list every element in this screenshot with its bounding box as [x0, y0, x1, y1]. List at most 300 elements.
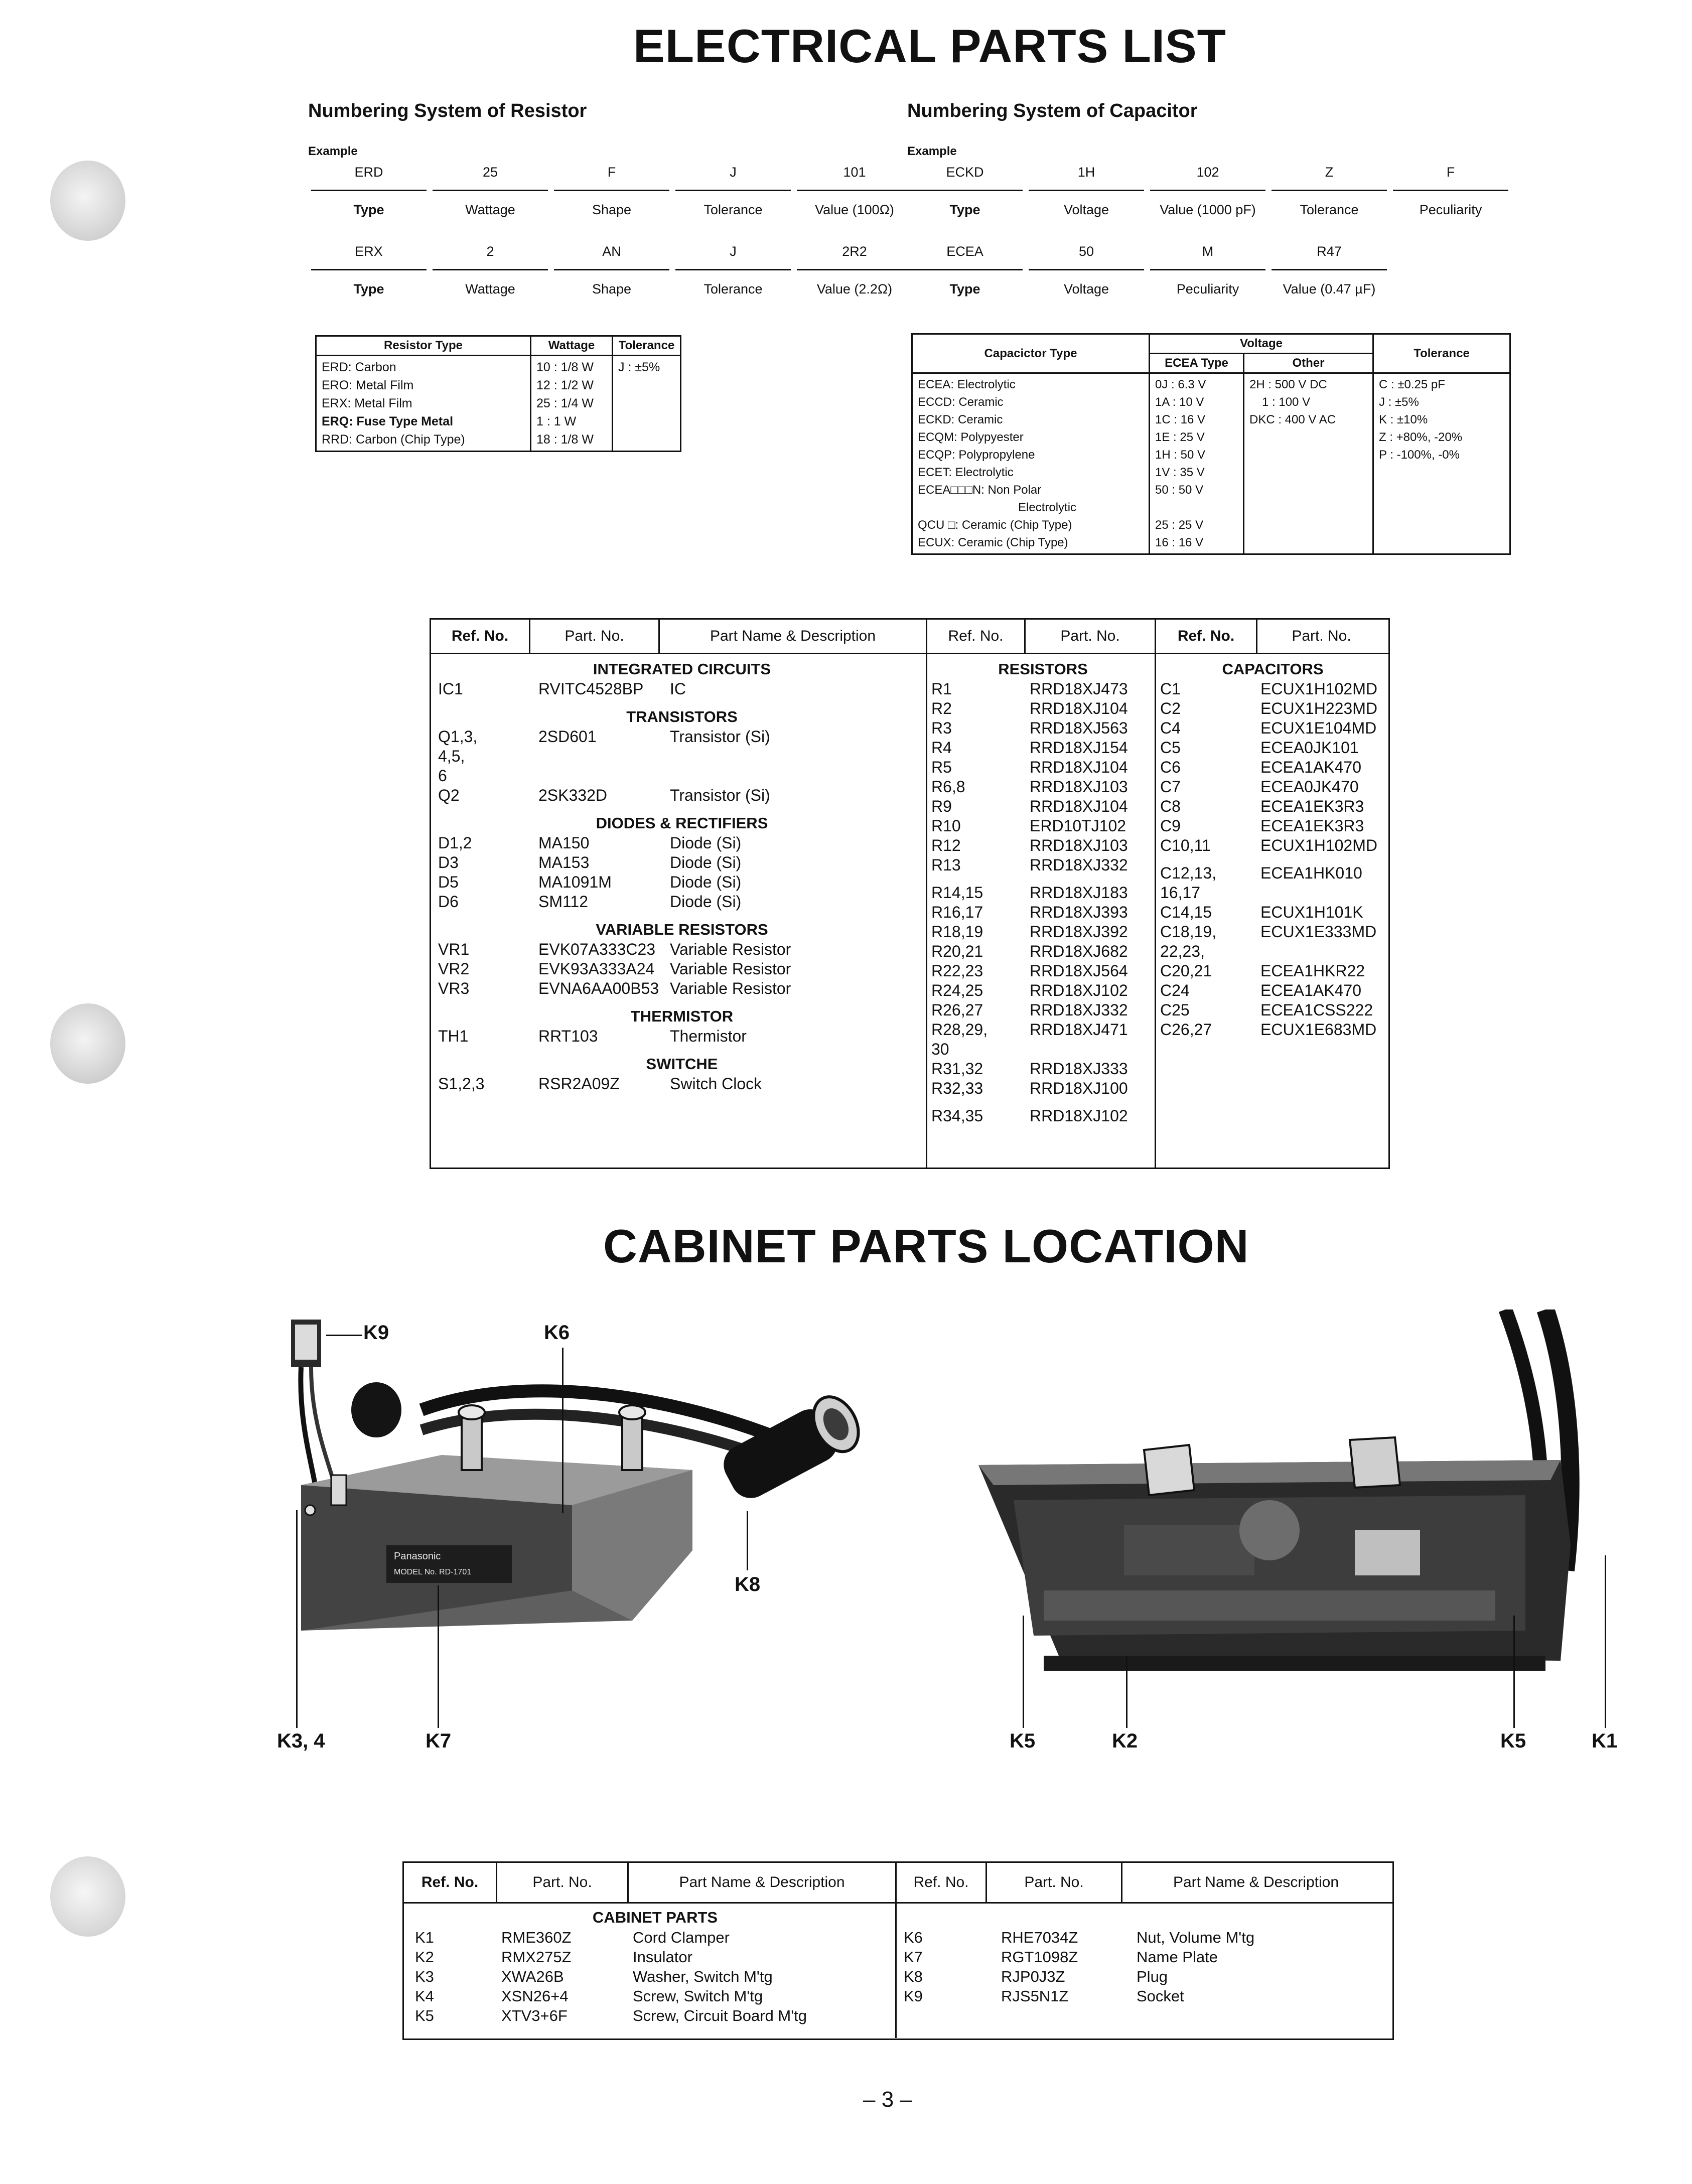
part-description [670, 766, 921, 786]
leader-line-k1 [1605, 1555, 1606, 1728]
resistor-code-desc: Tolerance [703, 202, 763, 217]
other-voltage-cell [1244, 373, 1373, 554]
capacitor-code-desc: Peculiarity [1419, 202, 1482, 217]
resistor-code-desc: Type [353, 281, 384, 297]
capacitor-type: ECCD: Ceramic [918, 395, 1004, 409]
table-row [931, 758, 1155, 777]
table-row [1160, 961, 1385, 981]
resistor-code: ERX [311, 244, 427, 270]
capacitor-type-cell [912, 373, 1150, 554]
part-description: Variable Resistor [670, 960, 791, 978]
table-row [931, 922, 1155, 942]
capacitor-code: Z [1272, 165, 1387, 191]
ecea-voltage: 25 : 25 V [1155, 518, 1204, 532]
capacitor-type: ECKD: Ceramic [918, 413, 1003, 426]
column-header: Capacictor Type [912, 334, 1150, 373]
ref-no: VR1 [438, 940, 470, 958]
column-header: Part. No. [987, 1863, 1122, 1902]
column-header: Part. No. [497, 1863, 629, 1902]
capacitor-type: QCU □: Ceramic (Chip Type) [918, 518, 1072, 532]
table-body [431, 654, 1388, 1168]
table-row [931, 903, 1155, 922]
capacitor-code: ECEA [907, 244, 1023, 270]
resistor-example-label: Example [308, 144, 358, 158]
column-header: Ref. No. [404, 1863, 497, 1902]
ref-no: R10 [931, 817, 961, 835]
ref-no: C14,15 [1160, 903, 1212, 921]
wattage: 1 : 1 W [536, 414, 577, 428]
part-no: RRD18XJ393 [1030, 903, 1128, 921]
capacitor-code-desc: Value (0.47 µF) [1283, 281, 1376, 297]
table-row [1160, 1020, 1385, 1040]
table-row [1160, 816, 1385, 836]
leader-line-k3-4 [296, 1510, 298, 1728]
table-row [931, 836, 1155, 855]
ref-no: VR2 [438, 960, 470, 978]
callout-k5-left: K5 [1010, 1730, 1036, 1752]
part-description: Variable Resistor [670, 940, 791, 958]
ref-no: D1,2 [438, 834, 472, 852]
capacitor-code: 1H [1029, 165, 1144, 191]
part-no: MA150 [538, 834, 590, 852]
binder-hole-middle [50, 1003, 125, 1084]
part-no: 2SD601 [538, 727, 597, 746]
page-title: ELECTRICAL PARTS LIST [633, 20, 1227, 72]
part-no: RRD18XJ473 [1030, 680, 1128, 698]
table-row [415, 1967, 895, 1986]
part-description: Diode (Si) [670, 834, 742, 852]
ref-no: 16,17 [1160, 884, 1201, 902]
ref-no: R34,35 [931, 1107, 983, 1125]
leader-line-k6 [562, 1348, 563, 1513]
ref-no: Q1,3, [438, 727, 478, 746]
cabinet-section-title: CABINET PARTS LOCATION [603, 1220, 1249, 1272]
capacitor-code-desc: Tolerance [1300, 202, 1359, 217]
resistor-code-desc: Wattage [465, 281, 515, 297]
ref-no: D5 [438, 873, 459, 891]
resistor-code: 2 [433, 244, 548, 270]
resistor-code-desc: Value (2.2Ω) [816, 281, 893, 297]
table-row [438, 1027, 926, 1046]
table-row [931, 699, 1155, 718]
ref-no: K2 [415, 1948, 434, 1966]
ref-no: C7 [1160, 778, 1181, 796]
part-no: ECEA1AK470 [1260, 981, 1362, 999]
part-no: EVK93A333A24 [538, 960, 655, 978]
ref-no: 4,5, [438, 747, 465, 765]
part-description: Transistor (Si) [670, 786, 770, 804]
ref-no: R6,8 [931, 778, 965, 796]
capacitor-numbering-heading: Numbering System of Capacitor [907, 100, 1198, 121]
ref-no: K7 [904, 1948, 923, 1966]
part-no: RME360Z [501, 1929, 572, 1946]
part-description: Diode (Si) [670, 893, 742, 911]
part-description: Name Plate [1137, 1948, 1218, 1966]
part-no: RRD18XJ104 [1030, 797, 1128, 815]
capacitor-example-label: Example [907, 144, 957, 158]
part-description: Thermistor [670, 1027, 747, 1045]
resistor-type: ERO: Metal Film [322, 378, 414, 392]
table-row [415, 1928, 895, 1947]
part-no: RRD18XJ154 [1030, 739, 1128, 757]
part-description: Transistor (Si) [670, 727, 770, 746]
part-no: RJS5N1Z [1001, 1987, 1069, 2005]
ref-no: R5 [931, 758, 952, 776]
ecea-voltage: 1E : 25 V [1155, 430, 1205, 444]
other-voltage: DKC : 400 V AC [1249, 413, 1336, 426]
part-no [1260, 883, 1385, 903]
part-description: Switch Clock [670, 1075, 762, 1093]
part-no: XSN26+4 [501, 1987, 569, 2005]
capacitor-type: Electrolytic [1018, 501, 1077, 514]
part-no: ERD10TJ102 [1030, 817, 1126, 835]
ref-no: R20,21 [931, 942, 983, 960]
table-header [404, 1863, 1392, 1904]
table-row [931, 777, 1155, 797]
parts-column-capacitors [1156, 654, 1385, 1168]
table-row [931, 1020, 1155, 1040]
resistor-type: ERQ: Fuse Type Metal [322, 414, 454, 428]
column-header: Tolerance [613, 336, 681, 356]
table-row [931, 981, 1155, 1000]
table-row [438, 872, 926, 892]
column-header: Part. No. [1026, 620, 1156, 653]
table-row [1160, 1000, 1385, 1020]
resistor-code: J [675, 165, 791, 191]
capacitor-tolerance: K : ±10% [1379, 413, 1428, 426]
resistor-code-desc: Tolerance [703, 281, 763, 297]
part-description: IC [670, 680, 686, 698]
part-description: Washer, Switch M'tg [633, 1968, 773, 1985]
ecea-voltage: 1H : 50 V [1155, 448, 1206, 462]
part-description: Diode (Si) [670, 873, 742, 891]
part-no: EVK07A333C23 [538, 940, 656, 958]
ref-no: K5 [415, 2007, 434, 2024]
ecea-voltage: 50 : 50 V [1155, 483, 1204, 497]
table-row [415, 2006, 895, 2025]
ref-no: R3 [931, 719, 952, 737]
section-heading: INTEGRATED CIRCUITS [593, 660, 771, 678]
capacitor-code: 50 [1029, 244, 1144, 270]
resistor-type-cell [316, 356, 531, 452]
resistor-type: RRD: Carbon (Chip Type) [322, 432, 465, 447]
part-no: RRD18XJ103 [1030, 836, 1128, 854]
ref-no: R26,27 [931, 1001, 983, 1019]
resistor-code-desc: Shape [592, 202, 632, 217]
part-no: RRD18XJ102 [1030, 1107, 1128, 1125]
callout-k7: K7 [426, 1730, 452, 1752]
capacitor-type: ECET: Electrolytic [918, 466, 1014, 479]
table-row [438, 979, 926, 998]
resistor-code: 2R2 [797, 244, 912, 270]
part-no: 2SK332D [538, 786, 607, 804]
binder-hole-bottom [50, 1856, 125, 1937]
column-header: Ref. No. [897, 1863, 987, 1902]
leader-line-k2 [1126, 1656, 1127, 1728]
column-header: Part Name & Description [1173, 1874, 1339, 1890]
page-number: – 3 – [863, 2087, 912, 2112]
table-row [438, 679, 926, 699]
ref-no: C4 [1160, 719, 1181, 737]
column-header: Other [1244, 354, 1373, 373]
table-row [438, 766, 926, 786]
table-row [904, 1947, 1389, 1967]
section-heading: DIODES & RECTIFIERS [596, 814, 768, 832]
resistor-type: ERD: Carbon [322, 360, 396, 374]
part-no [1030, 1040, 1155, 1059]
table-row [1160, 758, 1385, 777]
table-row [415, 1947, 895, 1967]
resistor-code-desc: Value (100Ω) [815, 202, 894, 217]
column-header: Part Name & Description [660, 620, 927, 653]
part-description [670, 747, 921, 766]
capacitor-code-desc: Type [949, 202, 980, 217]
part-no [538, 766, 670, 786]
parts-column-resistors [927, 654, 1156, 1168]
ecea-voltage-cell [1150, 373, 1244, 554]
part-no: RJP0J3Z [1001, 1968, 1065, 1985]
table-row [931, 1079, 1155, 1098]
ref-no: R1 [931, 680, 952, 698]
part-no: RRD18XJ333 [1030, 1060, 1128, 1078]
part-description: Cord Clamper [633, 1929, 730, 1946]
part-no: RRD18XJ100 [1030, 1079, 1128, 1097]
leader-line-k8 [747, 1511, 748, 1570]
ref-no: R12 [931, 836, 961, 854]
part-no: RRD18XJ392 [1030, 923, 1128, 941]
table-row [1160, 922, 1385, 942]
ref-no: Q2 [438, 786, 460, 804]
column-header: Resistor Type [316, 336, 531, 356]
table-row [904, 1986, 1389, 2006]
part-no: RSR2A09Z [538, 1075, 620, 1093]
part-no: ECEA1HKR22 [1260, 962, 1365, 980]
part-description: Variable Resistor [670, 979, 791, 997]
capacitor-code-desc: Peculiarity [1176, 281, 1239, 297]
part-no: RRD18XJ332 [1030, 1001, 1128, 1019]
capacitor-code-desc: Type [949, 281, 980, 297]
resistor-code-desc: Type [353, 202, 384, 217]
table-row [438, 786, 926, 805]
table-row [438, 959, 926, 979]
ref-no: K6 [904, 1929, 923, 1946]
parts-column-left [431, 654, 927, 1168]
ref-no: C5 [1160, 739, 1181, 757]
callout-k1: K1 [1592, 1730, 1618, 1752]
ref-no: C9 [1160, 817, 1181, 835]
part-no: ECUX1E333MD [1260, 923, 1377, 941]
part-description: Plug [1137, 1968, 1168, 1985]
section-heading: TRANSISTORS [626, 708, 738, 725]
table-row [438, 747, 926, 766]
row-spacer [438, 699, 926, 707]
tolerance: J : ±5% [618, 360, 660, 374]
row-spacer [1160, 855, 1385, 863]
ref-no: R2 [931, 699, 952, 717]
ref-no: R9 [931, 797, 952, 815]
part-description: Socket [1137, 1987, 1184, 2005]
table-row [931, 942, 1155, 961]
ref-no: C10,11 [1160, 836, 1211, 854]
table-row [931, 883, 1155, 903]
ref-no: TH1 [438, 1027, 469, 1045]
table-row [1160, 942, 1385, 961]
ref-no: R28,29, [931, 1021, 988, 1039]
resistor-type-table [315, 335, 681, 452]
column-header: Part. No. [530, 620, 660, 653]
ref-no: S1,2,3 [438, 1075, 485, 1093]
capacitor-type: ECEA□□□N: Non Polar [918, 483, 1042, 497]
section-heading: SWITCHE [646, 1055, 718, 1073]
wattage: 10 : 1/8 W [536, 360, 594, 374]
column-header: Voltage [1150, 334, 1373, 354]
ref-no: C18,19, [1160, 923, 1217, 941]
capacitor-tolerance-cell [1373, 373, 1510, 554]
part-description: Insulator [633, 1948, 692, 1966]
part-no: RRD18XJ471 [1030, 1021, 1128, 1039]
part-no: ECEA1CSS222 [1260, 1001, 1373, 1019]
callout-k3-4: K3, 4 [277, 1730, 325, 1752]
column-header: ECEA Type [1150, 354, 1244, 373]
ref-no: C20,21 [1160, 962, 1212, 980]
ref-no: R31,32 [931, 1060, 983, 1078]
table-row [931, 855, 1155, 875]
table-row [438, 892, 926, 912]
ref-no: C8 [1160, 797, 1181, 815]
section-heading: CABINET PARTS [592, 1909, 718, 1926]
row-spacer [931, 875, 1155, 883]
row-spacer [931, 1098, 1155, 1106]
section-heading: THERMISTOR [630, 1007, 734, 1025]
tolerance-cell [613, 356, 681, 452]
part-description: Diode (Si) [670, 853, 742, 871]
ref-no: K4 [415, 1987, 434, 2005]
capacitor-tolerance: Z : +80%, -20% [1379, 430, 1463, 444]
ref-no: K8 [904, 1968, 923, 1985]
capacitor-code: ECKD [907, 165, 1023, 191]
table-row [931, 816, 1155, 836]
resistor-code-desc: Wattage [465, 202, 515, 217]
capacitor-type: ECEA: Electrolytic [918, 378, 1016, 391]
part-no [1260, 942, 1385, 961]
ref-no: C2 [1160, 699, 1181, 717]
table-row [1160, 836, 1385, 855]
callout-k5-right: K5 [1500, 1730, 1526, 1752]
ref-no: D6 [438, 893, 459, 911]
ref-no: K3 [415, 1968, 434, 1985]
capacitor-example-row1 [907, 165, 1508, 241]
ref-no: 30 [931, 1040, 949, 1058]
part-no: ECUX1H101K [1260, 903, 1363, 921]
ref-no: R14,15 [931, 884, 983, 902]
electrical-parts-table [430, 618, 1390, 1169]
table-row [438, 727, 926, 747]
table-row [438, 833, 926, 853]
part-no: RVITC4528BP [538, 680, 644, 698]
resistor-code-desc: Shape [592, 281, 632, 297]
part-no: ECUX1H102MD [1260, 680, 1377, 698]
ref-no: R4 [931, 739, 952, 757]
part-no: RRT103 [538, 1027, 598, 1045]
binder-hole-top [50, 161, 125, 241]
table-row [1160, 863, 1385, 883]
callout-k8: K8 [735, 1573, 761, 1595]
ecea-voltage: 0J : 6.3 V [1155, 378, 1206, 391]
table-header [431, 620, 1388, 654]
column-header: Wattage [531, 336, 613, 356]
part-no: RRD18XJ183 [1030, 884, 1128, 902]
wattage-cell [531, 356, 613, 452]
photo-model-text: MODEL No. RD-1701 [394, 1568, 472, 1576]
capacitor-tolerance: C : ±0.25 pF [1379, 378, 1445, 391]
ref-no: C25 [1160, 1001, 1190, 1019]
part-no: ECEA0JK470 [1260, 778, 1359, 796]
ref-no: C12,13, [1160, 864, 1217, 882]
table-row [1160, 679, 1385, 699]
capacitor-code: F [1393, 165, 1508, 191]
capacitor-code: M [1150, 244, 1265, 270]
part-no: ECUX1H223MD [1260, 699, 1377, 717]
capacitor-tolerance: J : ±5% [1379, 395, 1419, 409]
table-row [1160, 777, 1385, 797]
capacitor-tolerance: P : -100%, -0% [1379, 448, 1460, 462]
ref-no: R32,33 [931, 1079, 983, 1097]
resistor-code: ERD [311, 165, 427, 191]
column-header: Part Name & Description [629, 1863, 897, 1902]
cabinet-column-right [897, 1904, 1389, 2038]
row-spacer [438, 805, 926, 813]
leader-line-k5-right [1513, 1616, 1515, 1728]
capacitor-type: ECQM: Polypyester [918, 430, 1024, 444]
ref-no: C26,27 [1160, 1021, 1212, 1039]
part-no: RRD18XJ104 [1030, 699, 1128, 717]
ecea-voltage: 1C : 16 V [1155, 413, 1206, 426]
table-row [931, 961, 1155, 981]
capacitor-code-desc: Voltage [1063, 202, 1109, 217]
capacitor-code: R47 [1272, 244, 1387, 270]
cabinet-column-left [404, 1904, 897, 2038]
other-voltage: 2H : 500 V DC [1249, 378, 1327, 391]
part-no: RRD18XJ103 [1030, 778, 1128, 796]
ref-no: C1 [1160, 680, 1181, 698]
part-no: ECUX1H102MD [1260, 836, 1377, 854]
resistor-code: J [675, 244, 791, 270]
column-header: Ref. No. [1156, 620, 1257, 653]
part-no: ECEA1EK3R3 [1260, 797, 1364, 815]
part-no: RRD18XJ564 [1030, 962, 1128, 980]
cabinet-photo-right [973, 1309, 1606, 1716]
part-no: RRD18XJ682 [1030, 942, 1128, 960]
table-row [904, 1928, 1389, 1947]
capacitor-type-table [911, 333, 1511, 555]
table-row [438, 940, 926, 959]
resistor-type: ERX: Metal Film [322, 396, 412, 410]
part-description: Screw, Switch M'tg [633, 1987, 763, 2005]
table-row [931, 797, 1155, 816]
part-no: SM112 [538, 893, 589, 911]
resistor-numbering-heading: Numbering System of Resistor [308, 100, 587, 121]
part-no: ECUX1E683MD [1260, 1021, 1377, 1039]
ref-no: R13 [931, 856, 961, 874]
leader-line-k7 [438, 1585, 439, 1728]
table-row [1160, 903, 1385, 922]
row-spacer [438, 912, 926, 920]
cabinet-photo-left [271, 1309, 933, 1716]
part-no: RRD18XJ332 [1030, 856, 1128, 874]
ref-no: 6 [438, 767, 447, 785]
part-no: RRD18XJ102 [1030, 981, 1128, 999]
resistor-code: AN [554, 244, 669, 270]
